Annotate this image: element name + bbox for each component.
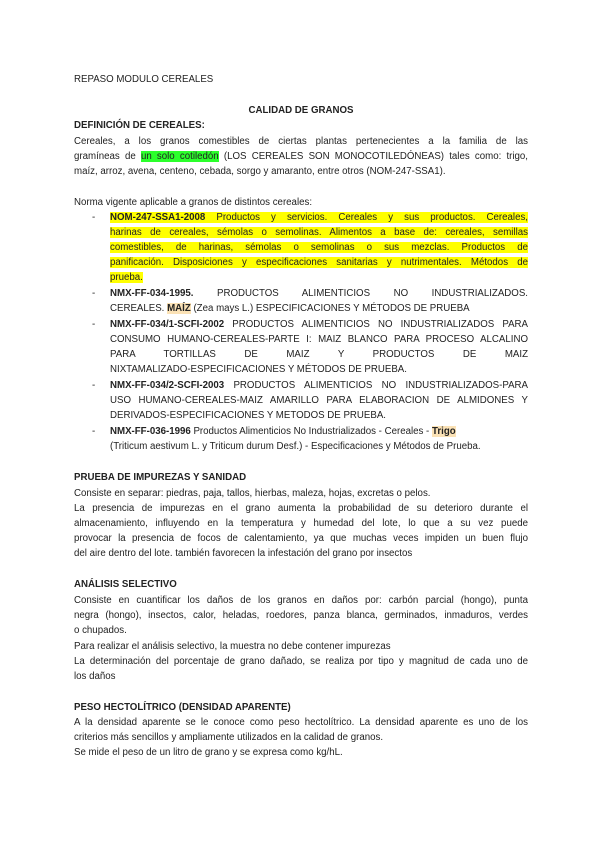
peso-line-3: Se mide el peso de un litro de grano y se expresa como kg/hL. xyxy=(74,747,343,758)
norma-4-line-2: USO HUMANO-CEREALES-MAIZ AMARILLO PARA ELABORACION DE ALMIDONES Y xyxy=(110,395,528,406)
norma-1-line-4 xyxy=(110,255,528,270)
list-dash: - xyxy=(92,212,96,223)
impurezas-line-5: del aire dentro del lote. también favorecen la infestación del grano por insectos xyxy=(74,548,413,559)
norma-1-line-4-text: panificación. Disposiciones y especificaciones sanitarias y nutrimentales. Métodos de xyxy=(110,257,528,268)
norma-3-code: NMX-FF-034/1-SCFI-2002 xyxy=(110,319,225,330)
norma-1-line-5-text: prueba. xyxy=(110,272,143,283)
impurezas-line-3: almacenamiento, influyendo en la temperatura y humedad del lote, lo que a su vez puede xyxy=(74,518,528,529)
definicion-line-3: maíz, arroz, avena, centeno, cebada, sorgo y amaranto, entre otros (NOM-247-SSA1). xyxy=(74,166,446,177)
norma-intro: Norma vigente aplicable a granos de distintos cereales: xyxy=(74,197,313,208)
norma-1-line-1 xyxy=(110,210,528,225)
highlight-maiz: MAÍZ xyxy=(167,303,191,314)
highlight-cotiledon: un solo cotiledón xyxy=(140,151,219,162)
norma-1-line-5 xyxy=(110,270,528,285)
peso-line-1: A la densidad aparente se le conoce como peso hectolítrico. La densidad aparente es uno de los xyxy=(74,717,528,728)
norma-3-line-4: NIXTAMALIZADO-ESPECIFICACIONES Y MÉTODOS DE PRUEBA. xyxy=(110,364,407,375)
norma-4-line-3: DERIVADOS-ESPECIFICACIONES Y METODOS DE PRUEBA. xyxy=(110,410,386,421)
norma-2-line-1 xyxy=(110,286,528,301)
norma-3-line-2: CONSUMO HUMANO-CEREALES-PARTE I: MAIZ BLANCO PARA PROCESO ALCALINO xyxy=(110,334,528,345)
peso-heading: PESO HECTOLÍTRICO (DENSIDAD APARENTE) xyxy=(74,702,291,713)
norma-5-line-1 xyxy=(110,424,528,439)
norma-1-line-1-text: Productos y servicios. Cereales y sus productos. Cereales, xyxy=(205,212,528,223)
norma-1-code: NOM-247-SSA1-2008 xyxy=(110,212,206,223)
norma-2-line-2-pre: CEREALES. xyxy=(110,303,168,314)
norma-1-line-3 xyxy=(110,240,528,255)
impurezas-line-1: Consiste en separar: piedras, paja, tallos, hierbas, maleza, hojas, excretas o pelos. xyxy=(74,488,431,499)
document-header: REPASO MODULO CEREALES xyxy=(74,74,214,85)
norma-3-line-3: PARA TORTILLAS DE MAIZ Y PRODUCTOS DE MAIZ xyxy=(110,349,528,360)
peso-line-2: criterios más sencillos y ampliamente utilizados en la calidad de granos. xyxy=(74,732,384,743)
norma-1-line-2-text: harinas de cereales, sémolas o semolinas. Alimentos a base de: cereales, semillas xyxy=(110,227,528,238)
impurezas-heading: PRUEBA DE IMPUREZAS Y SANIDAD xyxy=(74,472,247,483)
page-title: CALIDAD DE GRANOS xyxy=(248,105,354,116)
definicion-line-1: Cereales, a los granos comestibles de ciertas plantas pertenecientes a la familia de las xyxy=(74,136,528,147)
norma-1-line-3-text: comestibles, de harinas, sémolas o semolinas o sus mezclas. Productos de xyxy=(110,242,528,253)
analisis-line-5: La determinación del porcentaje de grano dañado, se realiza por tipo y magnitud de cada uno de xyxy=(74,656,528,667)
analisis-line-2: negra (hongo), insectos, calor, heladas, roedores, panza blanca, germinados, inmaduros, verdes xyxy=(74,610,528,621)
norma-5-code: NMX-FF-036-1996 xyxy=(110,426,191,437)
norma-4-line-1-text: PRODUCTOS ALIMENTICIOS NO INDUSTRIALIZADOS-PARA xyxy=(224,380,528,391)
analisis-line-1: Consiste en cuantificar los daños de los granos en daños por: carbón parcial (hongo), punta xyxy=(74,595,528,606)
analisis-line-3: o chupados. xyxy=(74,625,127,636)
definicion-heading: DEFINICIÓN DE CEREALES: xyxy=(74,120,205,131)
norma-3-line-1 xyxy=(110,317,528,332)
highlight-trigo: Trigo xyxy=(431,426,456,437)
analisis-line-6: los daños xyxy=(74,671,116,682)
impurezas-line-4: provocar la presencia de focos de calentamiento, ya que muchas veces impiden un buen flujo xyxy=(74,533,528,544)
norma-3-line-1-text: PRODUCTOS ALIMENTICIOS NO INDUSTRIALIZADOS PARA xyxy=(224,319,528,330)
list-dash: - xyxy=(92,426,96,437)
analisis-line-4: Para realizar el análisis selectivo, la muestra no debe contener impurezas xyxy=(74,641,391,652)
definicion-line-2-post: (LOS CEREALES SON MONOCOTILEDÓNEAS) tales como: trigo, xyxy=(218,151,529,162)
norma-5-line-2: (Triticum aestivum L. y Triticum durum Desf.) - Especificaciones y Métodos de Prueba. xyxy=(110,441,481,452)
list-dash: - xyxy=(92,288,96,299)
norma-2-line-1-text: PRODUCTOS ALIMENTICIOS NO INDUSTRIALIZADOS. xyxy=(193,288,528,299)
norma-2-line-2-post: (Zea mays L.) ESPECIFICACIONES Y MÉTODOS DE PRUEBA xyxy=(190,303,470,314)
definicion-line-2 xyxy=(74,149,528,164)
list-dash: - xyxy=(92,319,96,330)
list-dash: - xyxy=(92,380,96,391)
norma-5-line-1-text: Productos Alimenticios No Industrializados - Cereales - xyxy=(190,426,432,437)
analisis-heading: ANÁLISIS SELECTIVO xyxy=(74,579,177,590)
norma-1-line-2 xyxy=(110,225,528,240)
norma-4-line-1 xyxy=(110,378,528,393)
impurezas-line-2: La presencia de impurezas en el grano aumenta la probabilidad de su deterioro durante el xyxy=(74,503,528,514)
definicion-line-2-pre: gramíneas de xyxy=(74,151,141,162)
norma-4-code: NMX-FF-034/2-SCFI-2003 xyxy=(110,380,225,391)
norma-2-line-2 xyxy=(110,301,528,316)
norma-2-code: NMX-FF-034-1995. xyxy=(110,288,194,299)
